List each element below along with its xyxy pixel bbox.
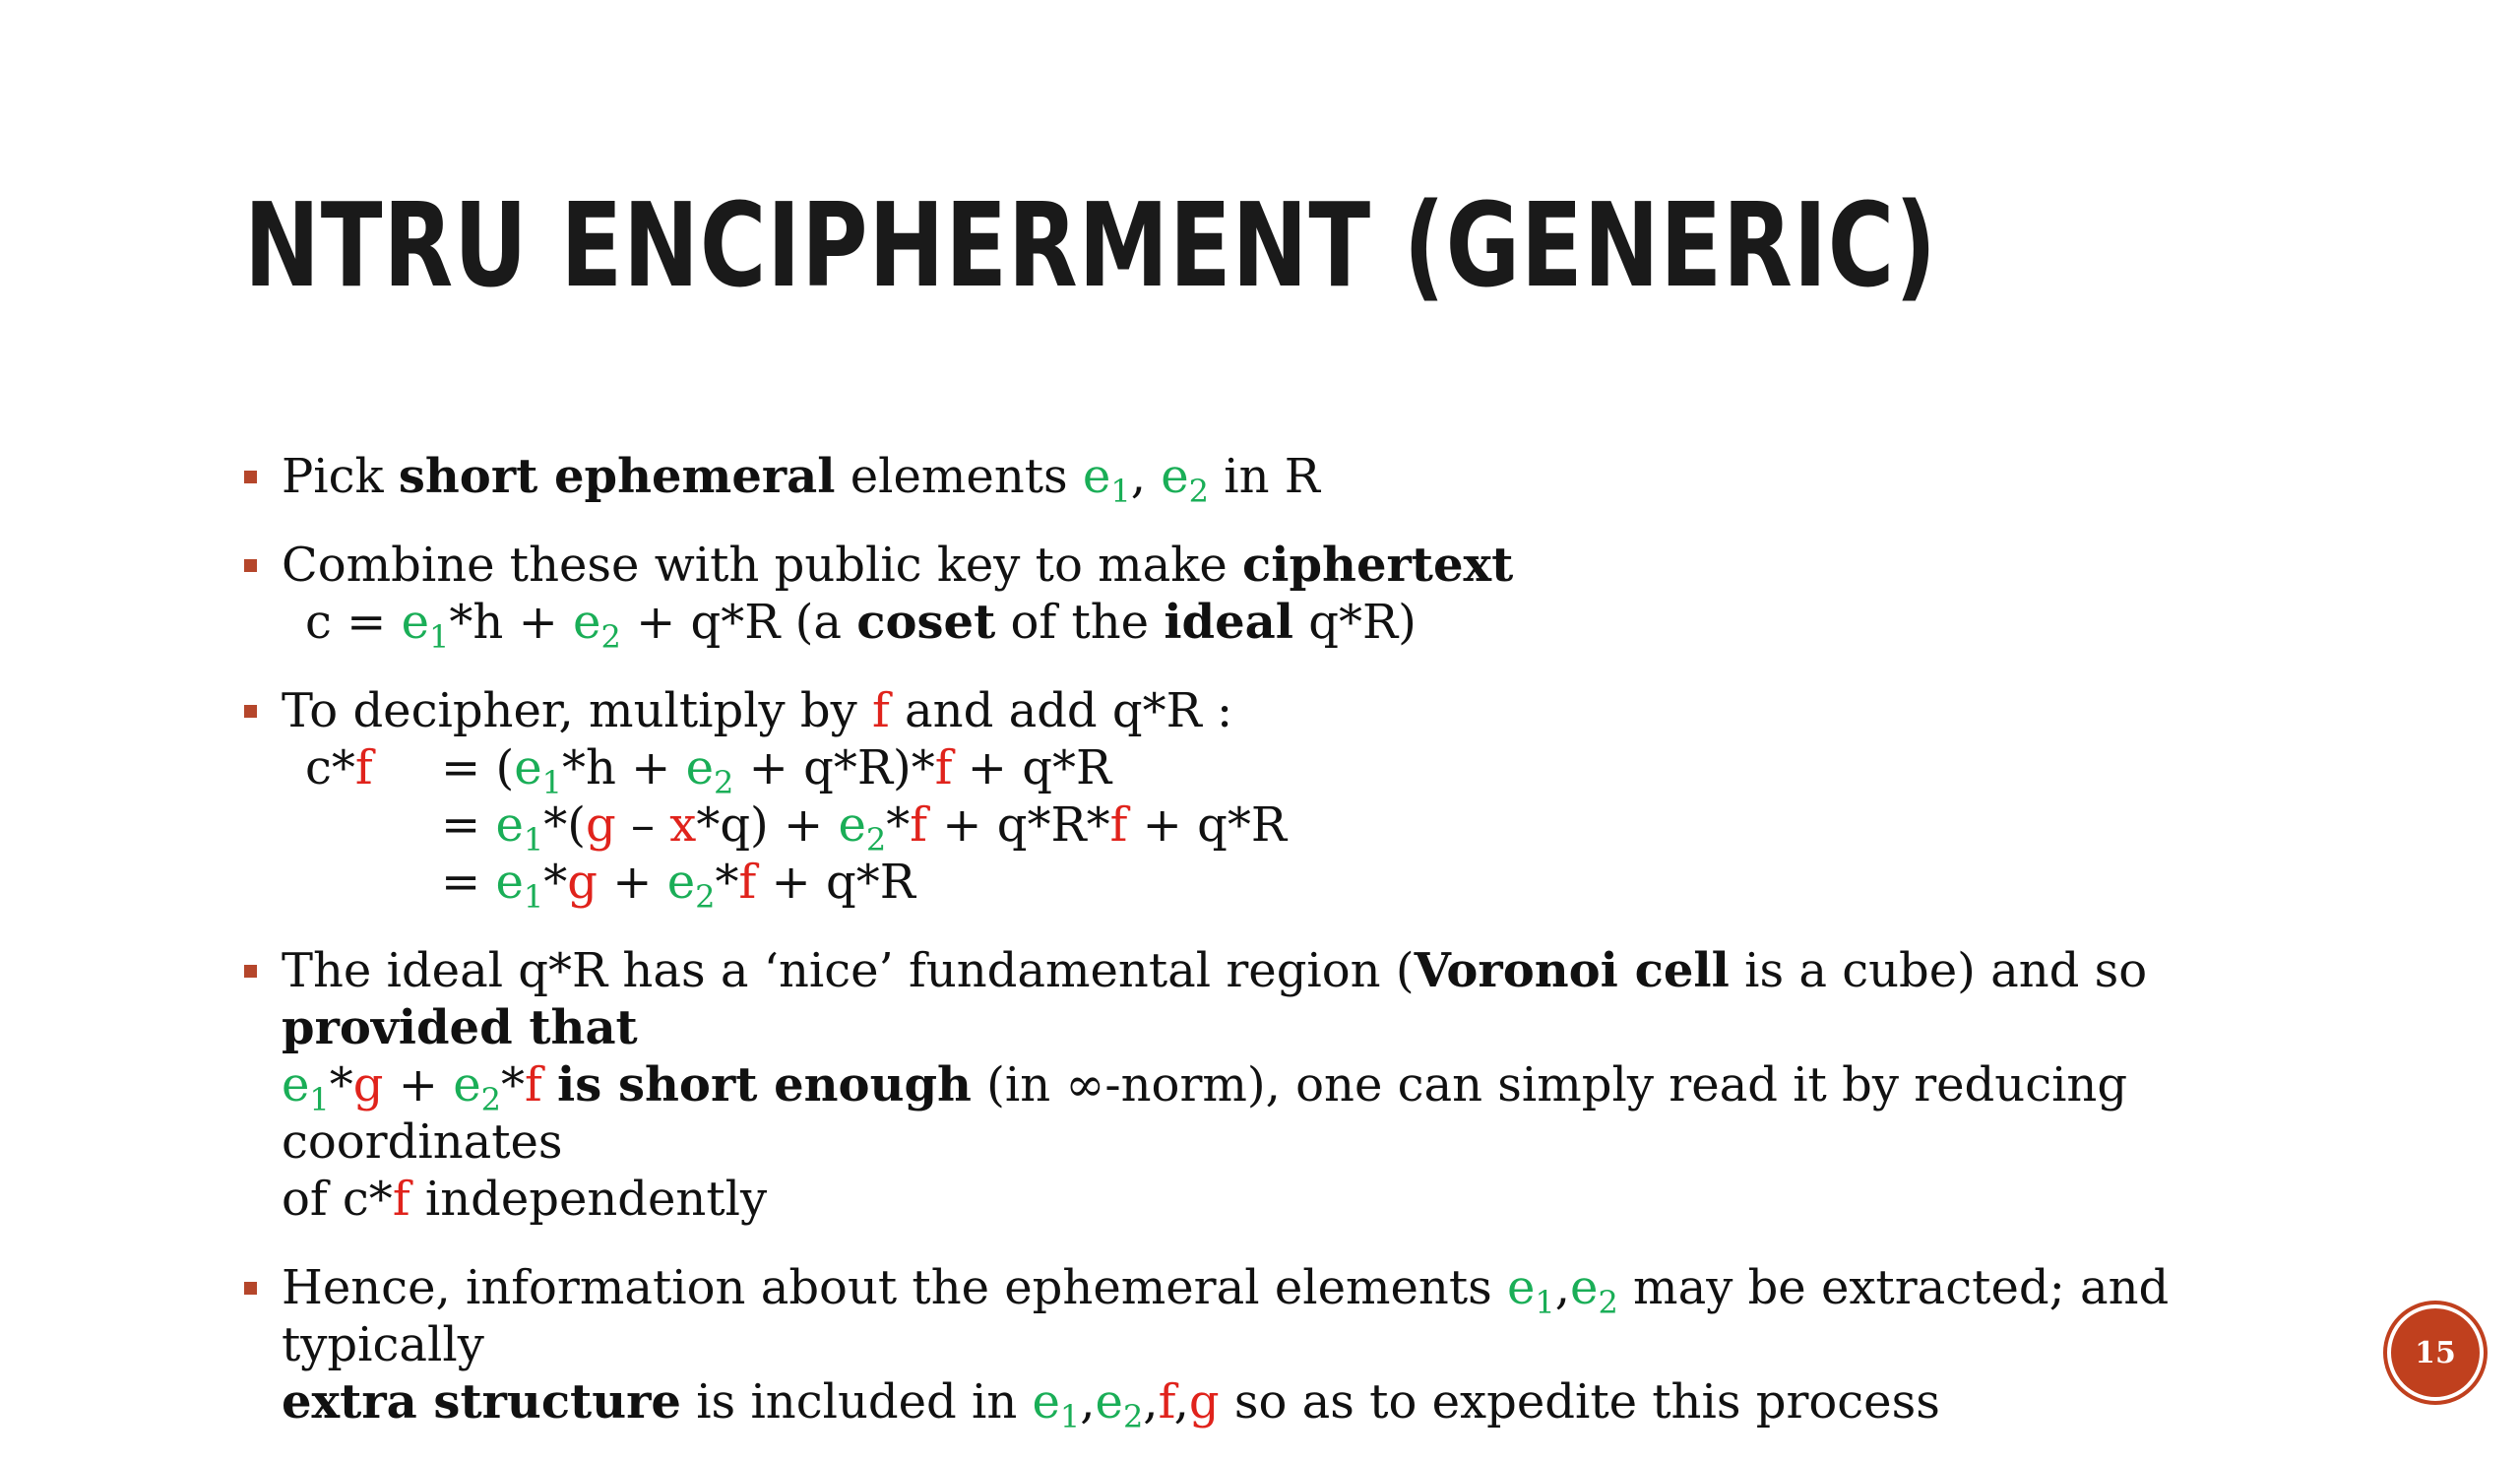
equation-row-1: c*f = $(e_1*h + e_2 + q*R)*f + q*R$ — [305, 740, 1112, 801]
bullet-marker — [244, 705, 257, 718]
bullet-marker — [244, 965, 257, 978]
bullet-combine-ciphertext — [244, 537, 2351, 656]
bullet-line: To decipher, multiply by f and add q*R : — [282, 683, 1233, 738]
page-number-badge: 15 — [2387, 1304, 2484, 1401]
bullet-decipher — [244, 682, 2351, 916]
bullet-list — [244, 448, 2351, 1462]
bullet-hence — [244, 1259, 2351, 1435]
bullet-line: Hence, information about the ephemeral elements $e_1,e_2$ may be extracted; and typically — [282, 1260, 2170, 1372]
slide-title: NTRU ENCIPHERMENT (GENERIC) — [244, 177, 1937, 313]
bullet-marker — [244, 471, 257, 483]
bullet-fundamental-region — [244, 942, 2351, 1228]
bullet-line: Combine these with public key to make ciphertext — [282, 538, 1514, 593]
bullet-line: extra structure is included in $e_1,e_2,f,g$ so as to expedite this process — [282, 1374, 1940, 1435]
equation-row-2: = $e_1*(g - x*q) + e_2*f + q*R*f + q*R$ — [441, 797, 1288, 858]
bullet-marker — [244, 559, 257, 572]
bullet-line: $e_1*g + e_2*f$ is short enough (in ∞-norm), one can simply read it by reducing coordinates — [282, 1057, 2128, 1170]
bullet-line: The ideal q*R has a ‘nice’ fundamental region (Voronoi cell is a cube) and so provided that — [282, 943, 2148, 1055]
equation-row-3: = $e_1*g + e_2*f + q*R$ — [441, 855, 915, 916]
bullet-line: Pick short ephemeral elements $e_1$, $e_2$ in R — [282, 449, 1320, 510]
ciphertext-equation: $c = e_1*h + e_2 + q*R$ (a coset of the ideal q*R) — [305, 595, 1417, 656]
bullet-marker — [244, 1282, 257, 1295]
bullet-pick-ephemeral — [244, 448, 2351, 510]
bullet-line: of c*f independently — [282, 1172, 768, 1227]
